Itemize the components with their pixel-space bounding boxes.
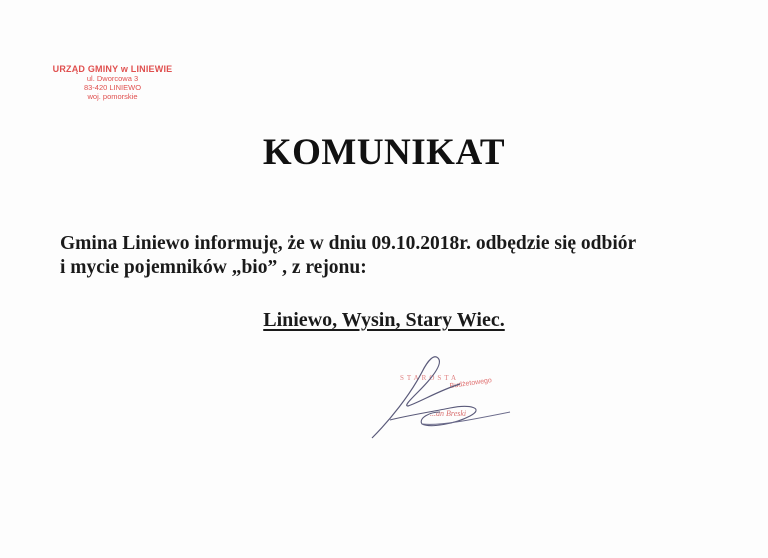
locations-text: Liniewo, Wysin, Stary Wiec. xyxy=(263,309,505,331)
signature-image xyxy=(360,350,530,445)
announcement-line-2: i mycie pojemników „bio” , z rejonu: xyxy=(60,257,367,278)
stamp-address-region: woj. pomorskie xyxy=(87,92,138,101)
stamp-address-city: 83-420 LINIEWO xyxy=(83,83,142,92)
announcement-body xyxy=(60,232,740,280)
signature-stamp-mid: Budżetowego xyxy=(449,377,493,390)
announcement-line-1: Gmina Liniewo informuję, że w dniu 09.10.2018r. odbędzie się odbiór xyxy=(60,233,637,254)
signature-stroke-1 xyxy=(372,357,460,438)
page-title: KOMUNIKAT xyxy=(262,132,506,173)
signature-stamp-name: ...an Breski xyxy=(430,409,467,418)
stamp-title: URZĄD GMINY w LINIEWIE xyxy=(52,64,173,74)
office-stamp xyxy=(50,64,175,101)
stamp-address-street: ul. Dworcowa 3 xyxy=(86,74,139,83)
locations-list xyxy=(0,309,768,332)
signature-stamp-top: STAROSTA xyxy=(400,374,460,382)
signature-block xyxy=(360,350,530,445)
